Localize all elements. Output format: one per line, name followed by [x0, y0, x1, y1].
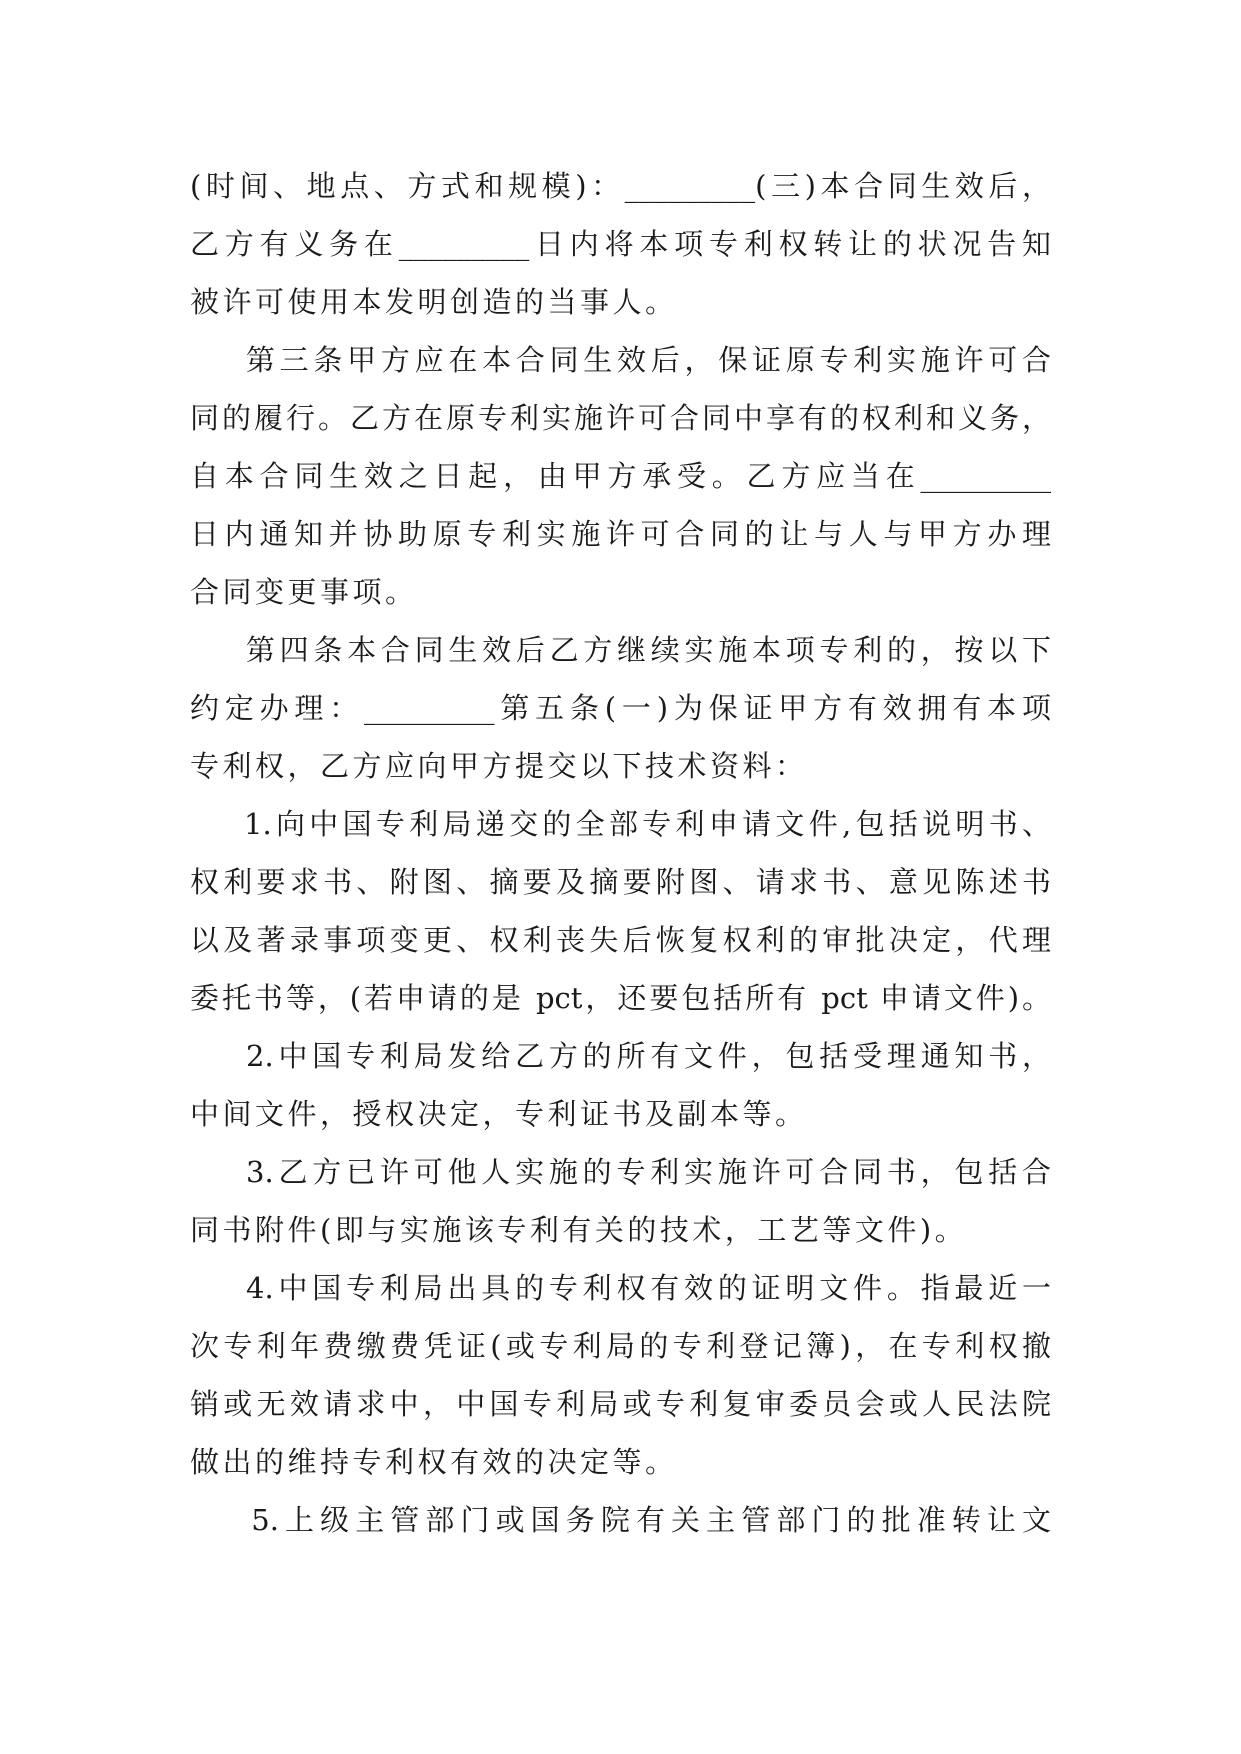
text-line: 日内通知并协助原专利实施许可合同的让与人与甲方办理	[190, 517, 1051, 551]
text-line: 销或无效请求中，中国专利局或专利复审委员会或人民法院	[190, 1387, 1051, 1421]
text-line: 合同变更事项。	[190, 575, 418, 609]
text-line: 以及著录事项变更、权利丧失后恢复权利的审批决定，代理	[190, 923, 1051, 957]
text-line: 2.中国专利局发给乙方的所有文件，包括受理通知书，	[190, 1039, 1051, 1073]
text-line: 3.乙方已许可他人实施的专利实施许可合同书，包括合	[190, 1155, 1051, 1189]
text-line: 专利权，乙方应向甲方提交以下技术资料：	[190, 749, 808, 783]
text-line: 权利要求书、附图、摘要及摘要附图、请求书、意见陈述书	[190, 865, 1051, 899]
text-line: 1.向中国专利局递交的全部专利申请文件,包括说明书、	[190, 807, 1051, 841]
text-line: 5.上级主管部门或国务院有关主管部门的批准转让文	[190, 1503, 1051, 1537]
document-body	[190, 157, 1051, 1549]
text-line: 约定办理：_________第五条(一)为保证甲方有效拥有本项	[190, 691, 1051, 725]
text-line: 被许可使用本发明创造的当事人。	[190, 285, 678, 319]
text-line: 做出的维持专利权有效的决定等。	[190, 1445, 678, 1479]
text-line: 同书附件(即与实施该专利有关的技术，工艺等文件)。	[190, 1213, 968, 1247]
text-line: (时间、地点、方式和规模)：_________(三)本合同生效后，	[190, 169, 1051, 203]
text-line: 自本合同生效之日起，由甲方承受。乙方应当在_________	[190, 459, 1051, 493]
text-line: 第四条本合同生效后乙方继续实施本项专利的，按以下	[190, 633, 1051, 667]
text-line: 次专利年费缴费凭证(或专利局的专利登记簿)，在专利权撤	[190, 1329, 1051, 1363]
text-line: 第三条甲方应在本合同生效后，保证原专利实施许可合	[190, 343, 1051, 377]
text-line: 委托书等，(若申请的是 pct，还要包括所有 pct 申请文件)。	[190, 981, 1051, 1015]
text-line: 同的履行。乙方在原专利实施许可合同中享有的权利和义务，	[190, 401, 1051, 435]
text-line: 4.中国专利局出具的专利权有效的证明文件。指最近一	[190, 1271, 1051, 1305]
text-line: 中间文件，授权决定，专利证书及副本等。	[190, 1097, 808, 1131]
text-line: 乙方有义务在_________日内将本项专利权转让的状况告知	[190, 227, 1051, 261]
